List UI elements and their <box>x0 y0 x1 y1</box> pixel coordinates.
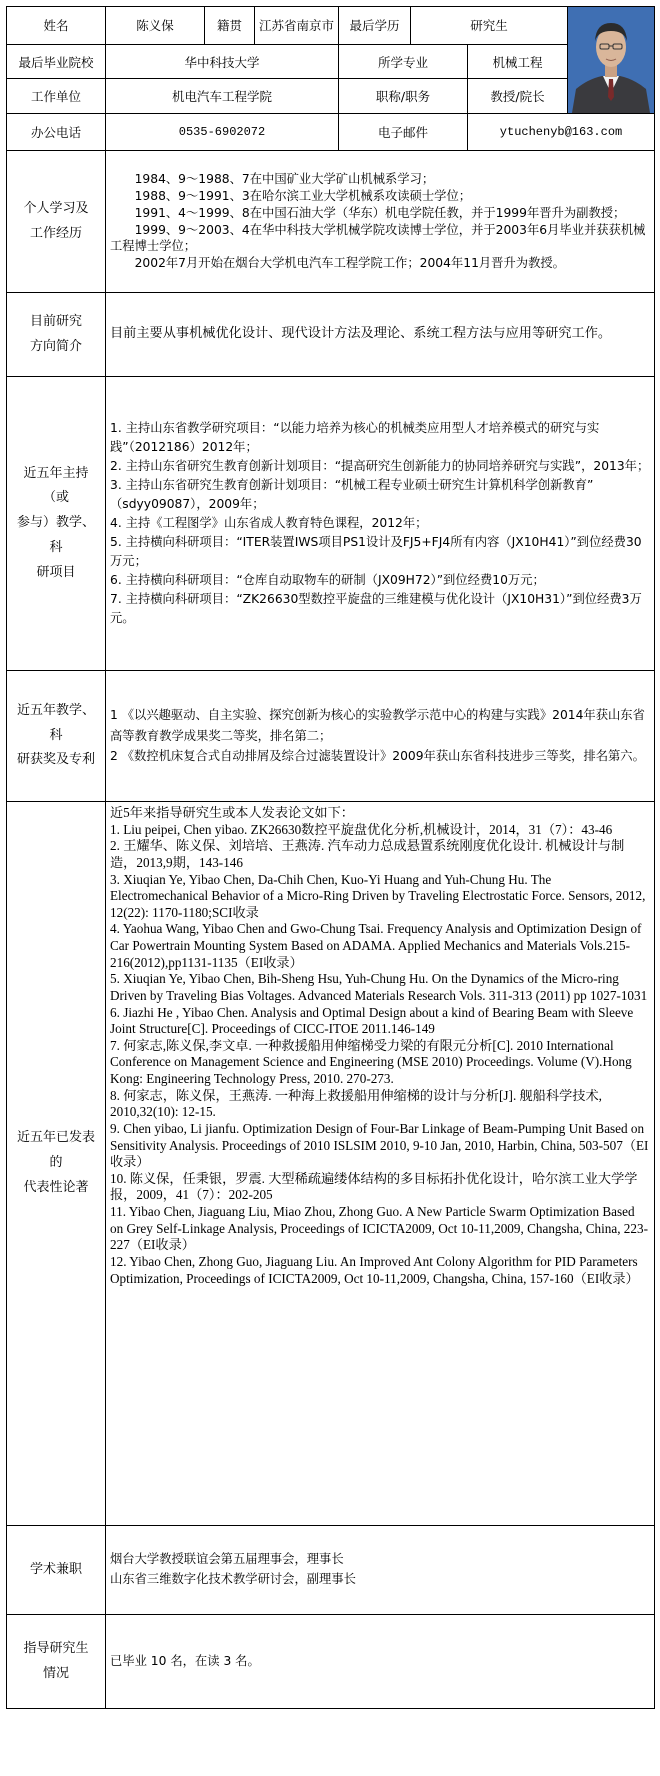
papers-intro: 近5年来指导研究生或本人发表论文如下： <box>110 805 354 820</box>
major-value: 机械工程 <box>468 44 568 79</box>
project-item: 2. 主持山东省研究生教育创新计划项目：“提高研究生创新能力的协同培养研究与实践”，2013年； <box>110 458 650 473</box>
award-item: 1 《以兴趣驱动、自主实验、探究创新为核心的实验教学示范中心的构建与实践》2014年获山东省高等教育教学成果奖二等奖，排名第二； <box>110 707 645 743</box>
academic-label: 学术兼职 <box>7 1526 106 1615</box>
portrait-photo-icon <box>568 7 654 113</box>
experience-item: 1991、4～1999、8在中国石油大学（华东）机电学院任教，并于1999年晋升为副教授； <box>134 205 626 220</box>
supervision-label: 指导研究生 情况 <box>7 1615 106 1709</box>
paper-item: 6. Jiazhi He , Yibao Chen. Analysis and Optimal Design about a kind of Bearing Beam with Sleeve Joint Structure[C]. Proceedings of CICC-ITOE 2011.146-149 <box>110 1004 634 1037</box>
major-label: 所学专业 <box>339 44 468 79</box>
papers-content <box>106 802 655 1526</box>
row-school <box>7 44 655 79</box>
paper-item: 8. 何家志，陈义保，王燕涛. 一种海上救援船用伸缩梯的设计与分析[J]. 舰船科学技术, 2010,32(10): 12-15. <box>110 1087 602 1120</box>
resume-table <box>6 6 655 1709</box>
projects-label: 近五年主持（或 参与）教学、科 研项目 <box>7 377 106 671</box>
paper-item: 10. 陈义保，任秉银，罗震. 大型稀疏遍缕体结构的多目标拓扑优化设计，哈尔滨工业大学学报，2009，41（7）：202-205 <box>110 1170 638 1203</box>
project-item: 6. 主持横向科研项目：“仓库自动取物车的研制（JX09H72）”到位经费10万元； <box>110 573 545 588</box>
paper-item: 7. 何家志,陈义保,李文卓. 一种救援船用伸缩梯受力梁的有限元分析[C]. 2010 International Conference on Management Science and Engineering (MSE 2010) Proceedings. Volume (V).Hong Kong: Engineering Technology Press, 2010. 270-273. <box>110 1037 632 1086</box>
native-place-label: 籍贯 <box>205 7 255 45</box>
row-academic <box>7 1526 655 1615</box>
paper-item: 9. Chen yibao, Li jianfu. Optimization Design of Four-Bar Linkage of Beam-Pumping Unit Based on Sensitivity Analysis. Proceedings of 2010 ISLSIM 2010, 9-10 Jan, 2010, Harbin, China, 503-507（EI收录） <box>110 1120 649 1170</box>
project-item: 5. 主持横向科研项目：“ITER装置IWS项目PS1设计及FJ5+FJ4所有内容（JX10H41）”到位经费30万元； <box>110 535 642 569</box>
research-label: 目前研究 方向简介 <box>7 293 106 377</box>
photo-cell <box>568 7 655 114</box>
school-value: 华中科技大学 <box>106 44 339 79</box>
row-supervision <box>7 1615 655 1709</box>
row-projects <box>7 377 655 671</box>
academic-item: 烟台大学教授联谊会第五届理事会，理事长 <box>110 1552 344 1567</box>
resume-document <box>6 6 654 1709</box>
unit-label: 工作单位 <box>7 79 106 114</box>
experience-label: 个人学习及 工作经历 <box>7 151 106 293</box>
degree-label: 最后学历 <box>339 7 411 45</box>
experience-item: 2002年7月开始在烟台大学机电汽车工程学院工作；2004年11月晋升为教授。 <box>134 256 565 271</box>
paper-item: 11. Yibao Chen, Jiaguang Liu, Miao Zhou, Zhong Guo. A New Particle Swarm Optimization Based on Grey Self-Linkage Analysis, Proceedings of ICICTA2009, Oct 10-11,2009, Changsha, China, 223-227（EI收录） <box>110 1204 648 1253</box>
awards-content <box>106 671 655 802</box>
row-experience <box>7 151 655 293</box>
email-value: ytuchenyb@163.com <box>468 114 655 151</box>
experience-item: 1999、9～2003、4在华中科技大学机械学院攻读博士学位，并于2003年6月毕业并获获机械工程博士学位； <box>110 222 646 254</box>
title-value: 教授/院长 <box>468 79 568 114</box>
native-place-value: 江苏省南京市 <box>255 7 339 45</box>
paper-item: 2. 王耀华、陈义保、刘培培、王燕涛. 汽车动力总成悬置系统刚度优化设计. 机械设计与制造，2013,9期，143-146 <box>110 838 625 870</box>
phone-label: 办公电话 <box>7 114 106 151</box>
row-papers <box>7 802 655 1526</box>
research-content: 目前主要从事机械优化设计、现代设计方法及理论、系统工程方法与应用等研究工作。 <box>106 293 655 377</box>
row-name <box>7 7 655 45</box>
paper-item: 3. Xiuqian Ye, Yibao Chen, Da-Chih Chen, Kuo-Yi Huang and Yuh-Chung Hu. The Electromechanical Behavior of a Micro-Ring Driven by Traveling Electrostatic Force. Sensors, 2012, 12(22): 1170-1180;SCI收录 <box>110 871 646 920</box>
project-item: 3. 主持山东省研究生教育创新计划项目：“机械工程专业硕士研究生计算机科学创新教育” （sdyy09087），2009年； <box>110 477 594 511</box>
projects-content <box>106 377 655 671</box>
paper-item: 1. Liu peipei, Chen yibao. ZK26630数控平旋盘优化分析,机械设计，2014，31（7）：43-46 <box>110 821 613 837</box>
unit-value: 机电汽车工程学院 <box>106 79 339 114</box>
school-label: 最后毕业院校 <box>7 44 106 79</box>
papers-label: 近五年已发表的 代表性论著 <box>7 802 106 1526</box>
project-item: 1. 主持山东省教学研究项目：“以能力培养为核心的机械类应用型人才培养模式的研究与实践”（2012186）2012年； <box>110 420 600 454</box>
award-item: 2 《数控机床复合式自动排屑及综合过滤装置设计》2009年获山东省科技进步三等奖，排名第六。 <box>110 749 645 764</box>
name-value: 陈义保 <box>106 7 205 45</box>
academic-content <box>106 1526 655 1615</box>
row-contact <box>7 114 655 151</box>
email-label: 电子邮件 <box>339 114 468 151</box>
row-awards <box>7 671 655 802</box>
experience-content <box>106 151 655 293</box>
project-item: 7. 主持横向科研项目：“ZK26630型数控平旋盘的三维建模与优化设计（JX10H31）”到位经费3万元。 <box>110 592 642 626</box>
title-label: 职称/职务 <box>339 79 468 114</box>
phone-value: 0535-6902072 <box>106 114 339 151</box>
paper-item: 4. Yaohua Wang, Yibao Chen and Gwo-Chung Tsai. Frequency Analysis and Optimization Design of Car Powertrain Mounting System Based on ADAMA. Applied Mechanics and Materials Vols.215-216(2012),pp1131-1135（EI收录） <box>110 921 642 970</box>
row-unit <box>7 79 655 114</box>
row-research <box>7 293 655 377</box>
awards-label: 近五年教学、科 研获奖及专利 <box>7 671 106 802</box>
project-item: 4. 主持《工程图学》山东省成人教育特色课程，2012年； <box>110 515 428 530</box>
supervision-content: 已毕业 10 名，在读 3 名。 <box>106 1615 655 1709</box>
paper-item: 12. Yibao Chen, Zhong Guo, Jiaguang Liu. An Improved Ant Colony Algorithm for PID Parameters Optimization, Proceedings of ICICTA2009, Oct 10-11,2009, Changsha, China, 157-160（EI收录） <box>110 1253 639 1286</box>
academic-item: 山东省三维数字化技术教学研讨会，副理事长 <box>110 1572 356 1586</box>
experience-item: 1984、9～1988、7在中国矿业大学矿山机械系学习； <box>134 171 435 186</box>
paper-item: 5. Xiuqian Ye, Yibao Chen, Bih-Sheng Hsu, Yuh-Chung Hu. On the Dynamics of the Micro-ring Driven by Traveling Bias Voltages. Advanced Materials Research Vols. 311-313 (2011) pp 1027-1031 <box>110 971 648 1003</box>
experience-item: 1988、9～1991、3在哈尔滨工业大学机械系攻读硕士学位； <box>134 188 472 203</box>
name-label: 姓名 <box>7 7 106 45</box>
degree-value: 研究生 <box>411 7 568 45</box>
